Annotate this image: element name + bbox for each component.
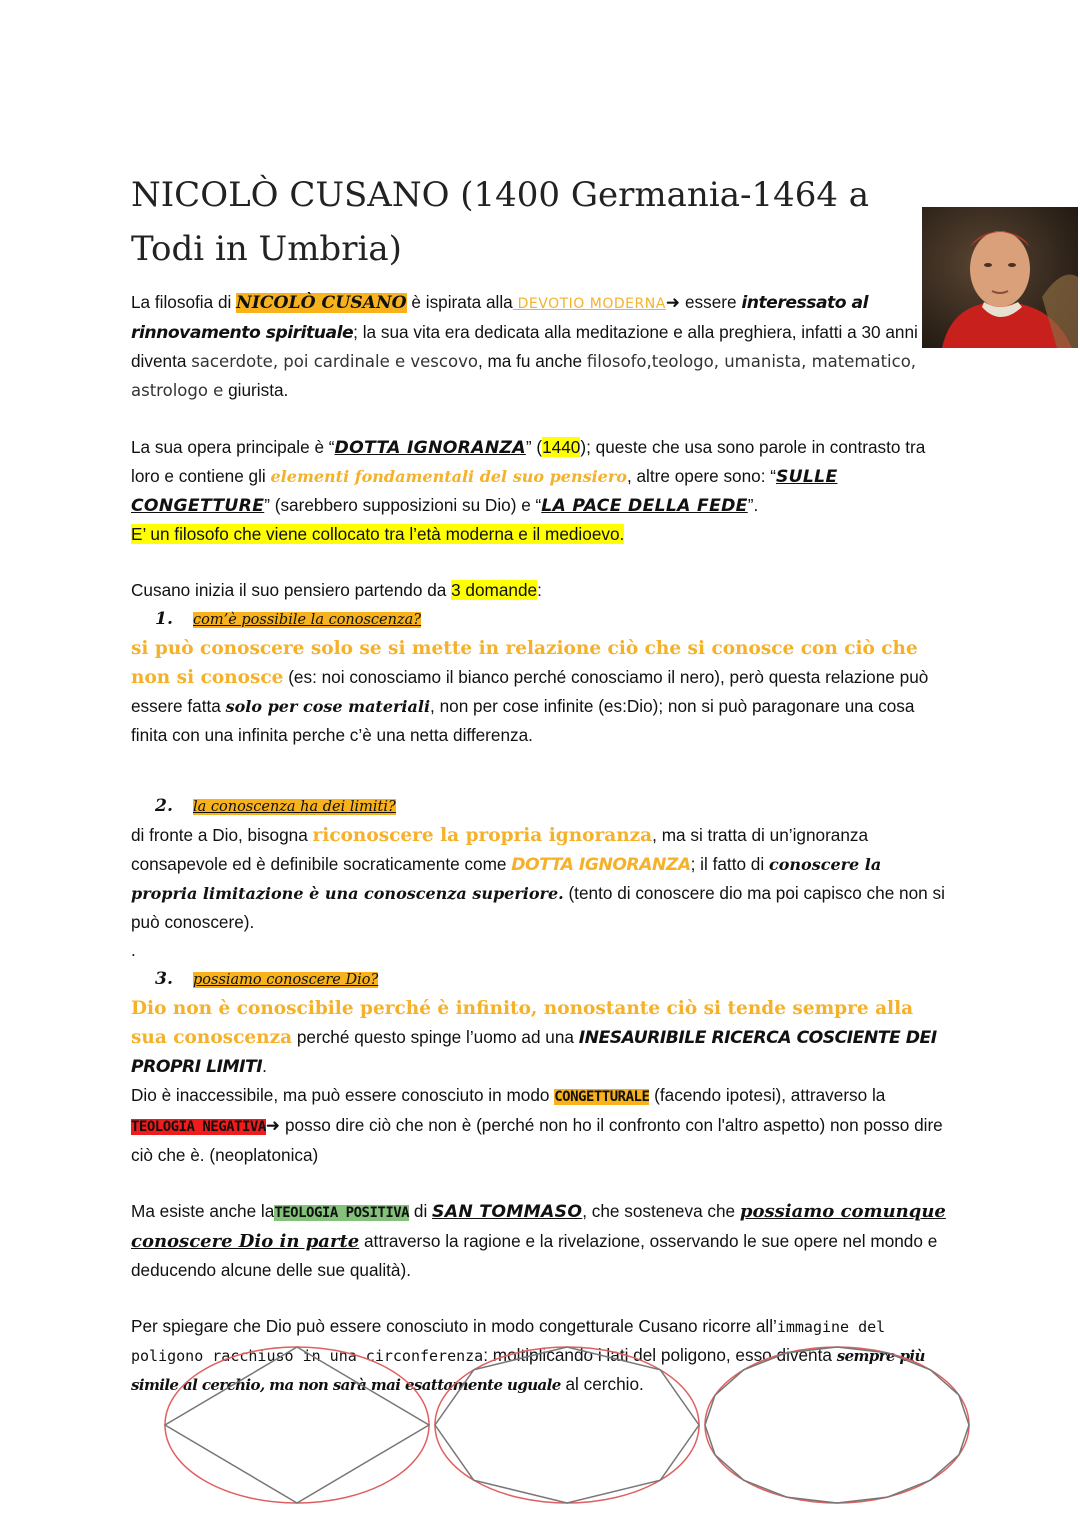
emphasis: Dio non è conoscibile perché è infinito, nonostante ciò si tende sempre alla sua conoscenza xyxy=(131,998,914,1048)
emphasis: elementi fondamentali del suo pensiero xyxy=(270,467,627,486)
text: Dio è inaccessibile, ma può essere conosciuto in modo xyxy=(131,1085,555,1105)
devotio-moderna: DEVOTIO MODERNA xyxy=(512,296,666,312)
question-heading: possiamo conoscere Dio? xyxy=(193,972,379,988)
question-heading: la conoscenza ha dei limiti? xyxy=(193,799,396,815)
text: ; la sua vita era dedicata alla meditazione e alla preghiera, infatti a 30 anni diventa xyxy=(131,322,918,371)
text: , che sosteneva che xyxy=(582,1201,740,1221)
tommaso-paragraph xyxy=(131,1197,949,1284)
text: sacerdote, poi cardinale e vescovo xyxy=(191,352,478,371)
text: (facendo ipotesi), attraverso la xyxy=(649,1085,886,1105)
questions-intro xyxy=(131,576,949,604)
emphasis: solo per cose materiali xyxy=(225,697,431,716)
text: : moltiplicando i lati del poligono, esso diventa xyxy=(483,1345,837,1365)
question-1 xyxy=(131,604,949,749)
highlight: 3 domande xyxy=(451,580,538,600)
text: di fronte a Dio, bisogna xyxy=(131,825,313,845)
text: è ispirata alla xyxy=(406,292,513,312)
text: Cusano inizia il suo pensiero partendo da xyxy=(131,580,452,600)
polygon-figures xyxy=(0,1335,1080,1525)
text: , altre opere sono: “ xyxy=(626,466,776,486)
text: essere xyxy=(680,292,742,312)
text: , ma fu anche xyxy=(477,351,587,371)
page-title: NICOLÒ CUSANO (1400 Germania-1464 a Todi in Umbria) xyxy=(131,175,870,269)
text: ” (sarebbero supposizioni su Dio) e “ xyxy=(264,495,542,515)
text: al cerchio. xyxy=(560,1374,644,1394)
text: (es: noi conosciamo il bianco perché conosciamo il nero), però questa relazione può essere fatta xyxy=(131,667,929,716)
list-number: 1. xyxy=(155,609,173,629)
text: giurista. xyxy=(223,380,289,400)
polygon-4-sides xyxy=(165,1347,429,1503)
emphasis: sempre più simile al cerchio, ma non sarà mai esattamente uguale xyxy=(131,1347,925,1394)
document-body xyxy=(131,288,949,1399)
emphasis: immagine del poligono racchiuso in una circonferenza xyxy=(131,1318,886,1365)
text: La sua opera principale è “ xyxy=(131,437,335,457)
circle-shape xyxy=(705,1347,969,1503)
work-title: LA PACE DELLA FEDE xyxy=(541,496,748,516)
text: , ma si tratta di un’ignoranza consapevole ed è definibile socraticamente come xyxy=(131,825,869,874)
polygon-16-sides xyxy=(705,1347,969,1503)
arrow-icon: ➜ xyxy=(665,292,681,312)
circle-shape xyxy=(435,1347,699,1503)
emphasis: riconoscere la propria ignoranza xyxy=(312,825,653,846)
text: ; il fatto di xyxy=(690,854,769,874)
question-3 xyxy=(131,964,949,1169)
emphasis: DOTTA IGNORANZA xyxy=(511,855,691,875)
text: posso dire ciò che non è (perché non ho il confronto con l'altro aspetto) non posso dire ciò che è. (neoplatonica) xyxy=(131,1115,943,1165)
emphasis: possiamo comunque conoscere Dio in parte xyxy=(131,1201,946,1252)
work-title: SULLE CONGETTURE xyxy=(131,467,838,516)
text: (tento di conoscere dio ma poi capisco che non si può conoscere). xyxy=(131,883,945,932)
works-paragraph xyxy=(131,433,949,548)
question-heading: com’è possibile la conoscenza? xyxy=(193,612,422,628)
question-2 xyxy=(131,791,949,964)
text: filosofo,teologo, umanista, matematico, astrologo e xyxy=(131,352,917,400)
emphasis: conoscere la propria limitazione è una conoscenza superiore. xyxy=(131,855,882,903)
name-highlight: NICOLÒ CUSANO xyxy=(236,293,407,313)
list-number: 2. xyxy=(155,796,173,816)
emphasis: SAN TOMMASO xyxy=(432,1202,583,1222)
text: di xyxy=(409,1201,433,1221)
text: La filosofia di xyxy=(131,292,237,312)
text: : xyxy=(537,580,542,600)
text: ”. xyxy=(747,495,759,515)
polygon-8-sides xyxy=(435,1347,699,1503)
list-number: 3. xyxy=(155,969,173,989)
text: Ma esiste anche la xyxy=(131,1201,275,1221)
highlight: TEOLOGIA POSITIVA xyxy=(274,1205,410,1221)
text: . xyxy=(131,940,136,960)
circle-shape xyxy=(165,1347,429,1503)
text: . xyxy=(262,1056,267,1076)
intro-paragraph xyxy=(131,288,949,405)
arrow-icon: ➜ xyxy=(265,1115,281,1135)
text: attraverso la ragione e la rivelazione, osservando le sue opere nel mondo e deducendo alcune delle sue qualità). xyxy=(131,1231,938,1280)
emphasis: interessato al rinnovamento spirituale xyxy=(131,293,869,343)
text: ); queste che usa sono parole in contrasto tra loro e contiene gli xyxy=(131,437,926,486)
emphasis: INESAURIBILE RICERCA COSCIENTE DEI PROPRI LIMITI xyxy=(131,1028,937,1077)
year-highlight: 1440 xyxy=(542,437,581,457)
work-title: DOTTA IGNORANZA xyxy=(334,438,526,458)
highlight-sentence: E’ un filosofo che viene collocato tra l’età moderna e il medioevo. xyxy=(131,524,625,544)
text: Per spiegare che Dio può essere conosciuto in modo congetturale Cusano ricorre all’ xyxy=(131,1316,777,1336)
emphasis: si può conoscere solo se si mette in relazione ciò che si conosce con ciò che non si conosce xyxy=(131,638,918,688)
text: ” ( xyxy=(525,437,543,457)
text: , non per cose infinite (es:Dio); non si può paragonare una cosa finita con una infinita perche c’è una netta differenza. xyxy=(131,696,915,745)
highlight: CONGETTURALE xyxy=(554,1089,650,1105)
text: perché questo spinge l’uomo ad una xyxy=(292,1027,579,1047)
highlight: TEOLOGIA NEGATIVA xyxy=(131,1119,266,1135)
